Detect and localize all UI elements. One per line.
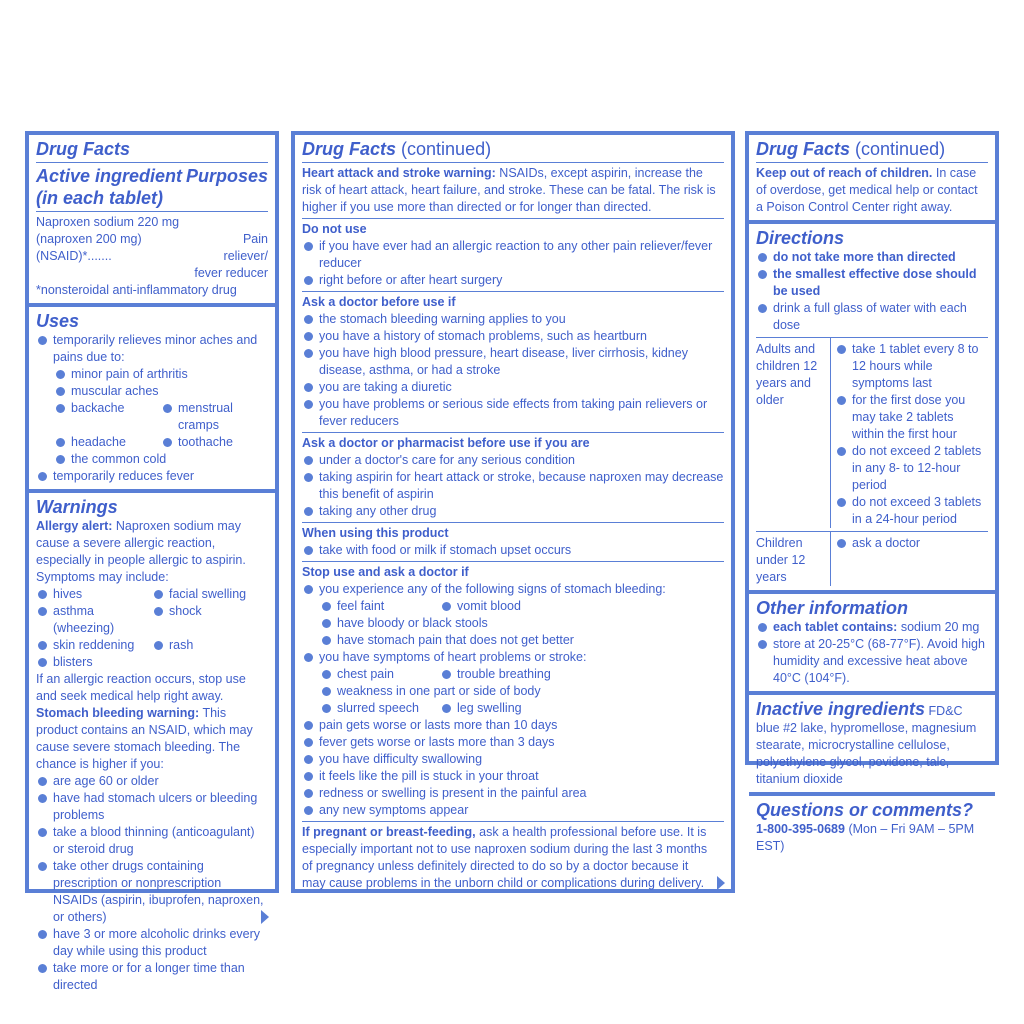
warnings-heading: Warnings [36, 497, 118, 517]
tablet-contains-label: each tablet contains: [773, 620, 898, 634]
list-item: rash [152, 637, 268, 654]
list-item: take with food or milk if stomach upset occurs [302, 542, 724, 559]
list-item: minor pain of arthritis [54, 366, 268, 383]
list-item: temporarily relieves minor aches and pains due to: [36, 332, 268, 366]
list-item: take other drugs containing prescription or nonprescription NSAIDs (aspirin, ibuprofen, naproxen, or others) [36, 858, 268, 926]
ingredient-line: Naproxen sodium 220 mg [36, 215, 180, 229]
pregnancy-title: If pregnant or breast-feeding, [302, 825, 476, 839]
continued-warnings-section [295, 135, 731, 896]
list-item: the stomach bleeding warning applies to you [302, 311, 724, 328]
list-item: vomit blood [440, 598, 560, 615]
dosage-table-row [756, 531, 988, 586]
adults-label: Adults and children 12 years and older [756, 338, 831, 528]
list-item: take 1 tablet every 8 to 12 hours while symptoms last [835, 341, 988, 392]
list-item: skin reddening [36, 637, 152, 654]
footnote: *nonsteroidal anti-inflammatory drug [36, 283, 237, 297]
list-item: drink a full glass of water with each dose [756, 300, 988, 334]
list-item: chest pain [320, 666, 440, 683]
list-item: you experience any of the following signs of stomach bleeding: [302, 581, 724, 598]
list-item: taking any other drug [302, 503, 724, 520]
continue-arrow-icon [717, 876, 725, 890]
list-item: it feels like the pill is stuck in your throat [302, 768, 724, 785]
list-item: you have problems or serious side effects from taking pain relievers or fever reducers [302, 396, 724, 430]
list-item: right before or after heart surgery [302, 272, 724, 289]
panel-title: Drug Facts [36, 139, 131, 159]
children-label: Children under 12 years [756, 532, 831, 586]
list-item: muscular aches [54, 383, 268, 400]
list-item: the smallest effective dose should be used [756, 266, 988, 300]
dosage-table-row [756, 337, 988, 528]
list-item: have bloody or black stools [320, 615, 724, 632]
tablet-contains-text: sodium 20 mg [897, 620, 980, 634]
list-item: for the first dose you may take 2 tablets within the first hour [835, 392, 988, 443]
list-item: toothache [161, 434, 259, 451]
phone-hours: (Mon – Fri 9AM – 5PM EST) [756, 822, 975, 853]
other-information-section [749, 594, 995, 695]
drug-facts-panel-2 [291, 131, 735, 893]
stop-use-heading: Stop use and ask a doctor if [302, 565, 469, 579]
list-item: weakness in one part or side of body [320, 683, 724, 700]
list-item: trouble breathing [440, 666, 560, 683]
directions-section [749, 224, 995, 594]
stomach-warning-text: This product contains an NSAID, which may cause severe stomach bleeding. The chance is higher if you: [36, 706, 253, 771]
list-item: store at 20-25°C (68-77°F). Avoid high humidity and excessive heat above 40°C (104°F). [756, 636, 988, 687]
uses-heading: Uses [36, 311, 80, 331]
directions-heading: Directions [756, 228, 845, 248]
keep-out-title: Keep out of reach of children. [756, 166, 933, 180]
list-item: you are taking a diuretic [302, 379, 724, 396]
pregnancy-text: ask a health professional before use. It is especially important not to use naproxen sodium during the last 3 months of pregnancy unless definitely directed to do so by a doctor because it may cause problems in the unborn child or complications during delivery. [302, 825, 708, 890]
phone-number[interactable]: 1-800-395-0689 [756, 822, 845, 836]
list-item: take a blood thinning (anticoagulant) or steroid drug [36, 824, 268, 858]
list-item: under a doctor's care for any serious condition [302, 452, 724, 469]
allergy-alert-title: Allergy alert: [36, 519, 113, 533]
list-item: temporarily reduces fever [36, 468, 268, 485]
list-item: you have symptoms of heart problems or stroke: [302, 649, 724, 666]
drug-facts-panel-1 [25, 131, 279, 992]
list-item: have 3 or more alcoholic drinks every day while using this product [36, 926, 268, 960]
ask-doctor-heading: Ask a doctor before use if [302, 295, 456, 309]
allergy-alert-text: Naproxen sodium may cause a severe allergic reaction, especially in people allergic to aspirin. Symptoms may include: [36, 519, 246, 584]
list-item: shock [152, 603, 268, 637]
active-ingredient-section [29, 135, 275, 307]
list-item: backache [54, 400, 161, 434]
inactive-ingredients-text: FD&C blue #2 lake, hypromellose, magnesium stearate, microcrystalline cellulose, polyethylene glycol, povidone, talc, titanium dioxide [756, 704, 977, 786]
purpose-line: Pain reliever/ [223, 232, 268, 263]
list-item: facial swelling [152, 586, 268, 603]
other-information-heading: Other information [756, 598, 908, 618]
list-item: have had stomach ulcers or bleeding problems [36, 790, 268, 824]
list-item: you have a history of stomach problems, such as heartburn [302, 328, 724, 345]
list-item: pain gets worse or lasts more than 10 days [302, 717, 724, 734]
purposes-heading: Purposes [185, 166, 268, 186]
keep-out-section [749, 135, 995, 224]
list-item: ask a doctor [835, 535, 988, 552]
list-item: taking aspirin for heart attack or stroke, because naproxen may decrease this benefit of aspirin [302, 469, 724, 503]
heart-warning-text: NSAIDs, except aspirin, increase the risk of heart attack, heart failure, and stroke. These can be fatal. The risk is higher if you use more than directed or for longer than directed. [302, 166, 716, 214]
ask-pharmacist-heading: Ask a doctor or pharmacist before use if you are [302, 436, 590, 450]
list-item: redness or swelling is present in the painful area [302, 785, 724, 802]
list-item: slurred speech [320, 700, 440, 717]
uses-section [29, 307, 275, 493]
list-item: menstrual cramps [161, 400, 259, 434]
active-ingredient-subheading: (in each tablet) [36, 188, 164, 208]
list-item: do not exceed 2 tablets in any 8- to 12-hour period [835, 443, 988, 494]
continue-arrow-icon [261, 910, 269, 924]
list-item: take more or for a longer time than directed [36, 960, 268, 994]
list-item: you have difficulty swallowing [302, 751, 724, 768]
list-item: do not exceed 3 tablets in a 24-hour period [835, 494, 988, 528]
list-item: have stomach pain that does not get better [320, 632, 724, 649]
list-item: if you have ever had an allergic reaction to any other pain reliever/fever reducer [302, 238, 724, 272]
inactive-ingredients-section [749, 695, 995, 796]
list-item: asthma (wheezing) [36, 603, 152, 637]
active-ingredient-heading: Active ingredient [36, 166, 183, 186]
panel-title: Drug Facts [756, 139, 851, 159]
list-item: do not take more than directed [756, 249, 988, 266]
questions-section [749, 796, 995, 859]
inactive-ingredients-heading: Inactive ingredients [756, 699, 926, 719]
panel-title: Drug Facts [302, 139, 397, 159]
questions-heading: Questions or comments? [756, 800, 974, 820]
allergy-after-text: If an allergic reaction occurs, stop use and seek medical help right away. [36, 672, 246, 703]
ingredient-line: (naproxen 200 mg) (NSAID)*....... [36, 232, 142, 263]
purpose-line: fever reducer [194, 266, 268, 280]
keep-out-text: In case of overdose, get medical help or contact a Poison Control Center right away. [756, 166, 978, 214]
list-item: blisters [36, 654, 152, 671]
list-item: fever gets worse or lasts more than 3 days [302, 734, 724, 751]
list-item: you have high blood pressure, heart disease, liver cirrhosis, kidney disease, asthma, or had a stroke [302, 345, 724, 379]
drug-facts-panel-3 [745, 131, 999, 853]
do-not-use-heading: Do not use [302, 222, 367, 236]
list-item: the common cold [54, 451, 268, 468]
stomach-warning-title: Stomach bleeding warning: [36, 706, 200, 720]
heart-warning-title: Heart attack and stroke warning: [302, 166, 496, 180]
list-item: hives [36, 586, 152, 603]
list-item: leg swelling [440, 700, 560, 717]
warnings-section [29, 493, 275, 992]
continued-label: (continued) [396, 139, 492, 159]
list-item: are age 60 or older [36, 773, 268, 790]
list-item: any new symptoms appear [302, 802, 724, 819]
when-using-heading: When using this product [302, 526, 449, 540]
continued-label: (continued) [850, 139, 946, 159]
list-item: feel faint [320, 598, 440, 615]
list-item: headache [54, 434, 161, 451]
